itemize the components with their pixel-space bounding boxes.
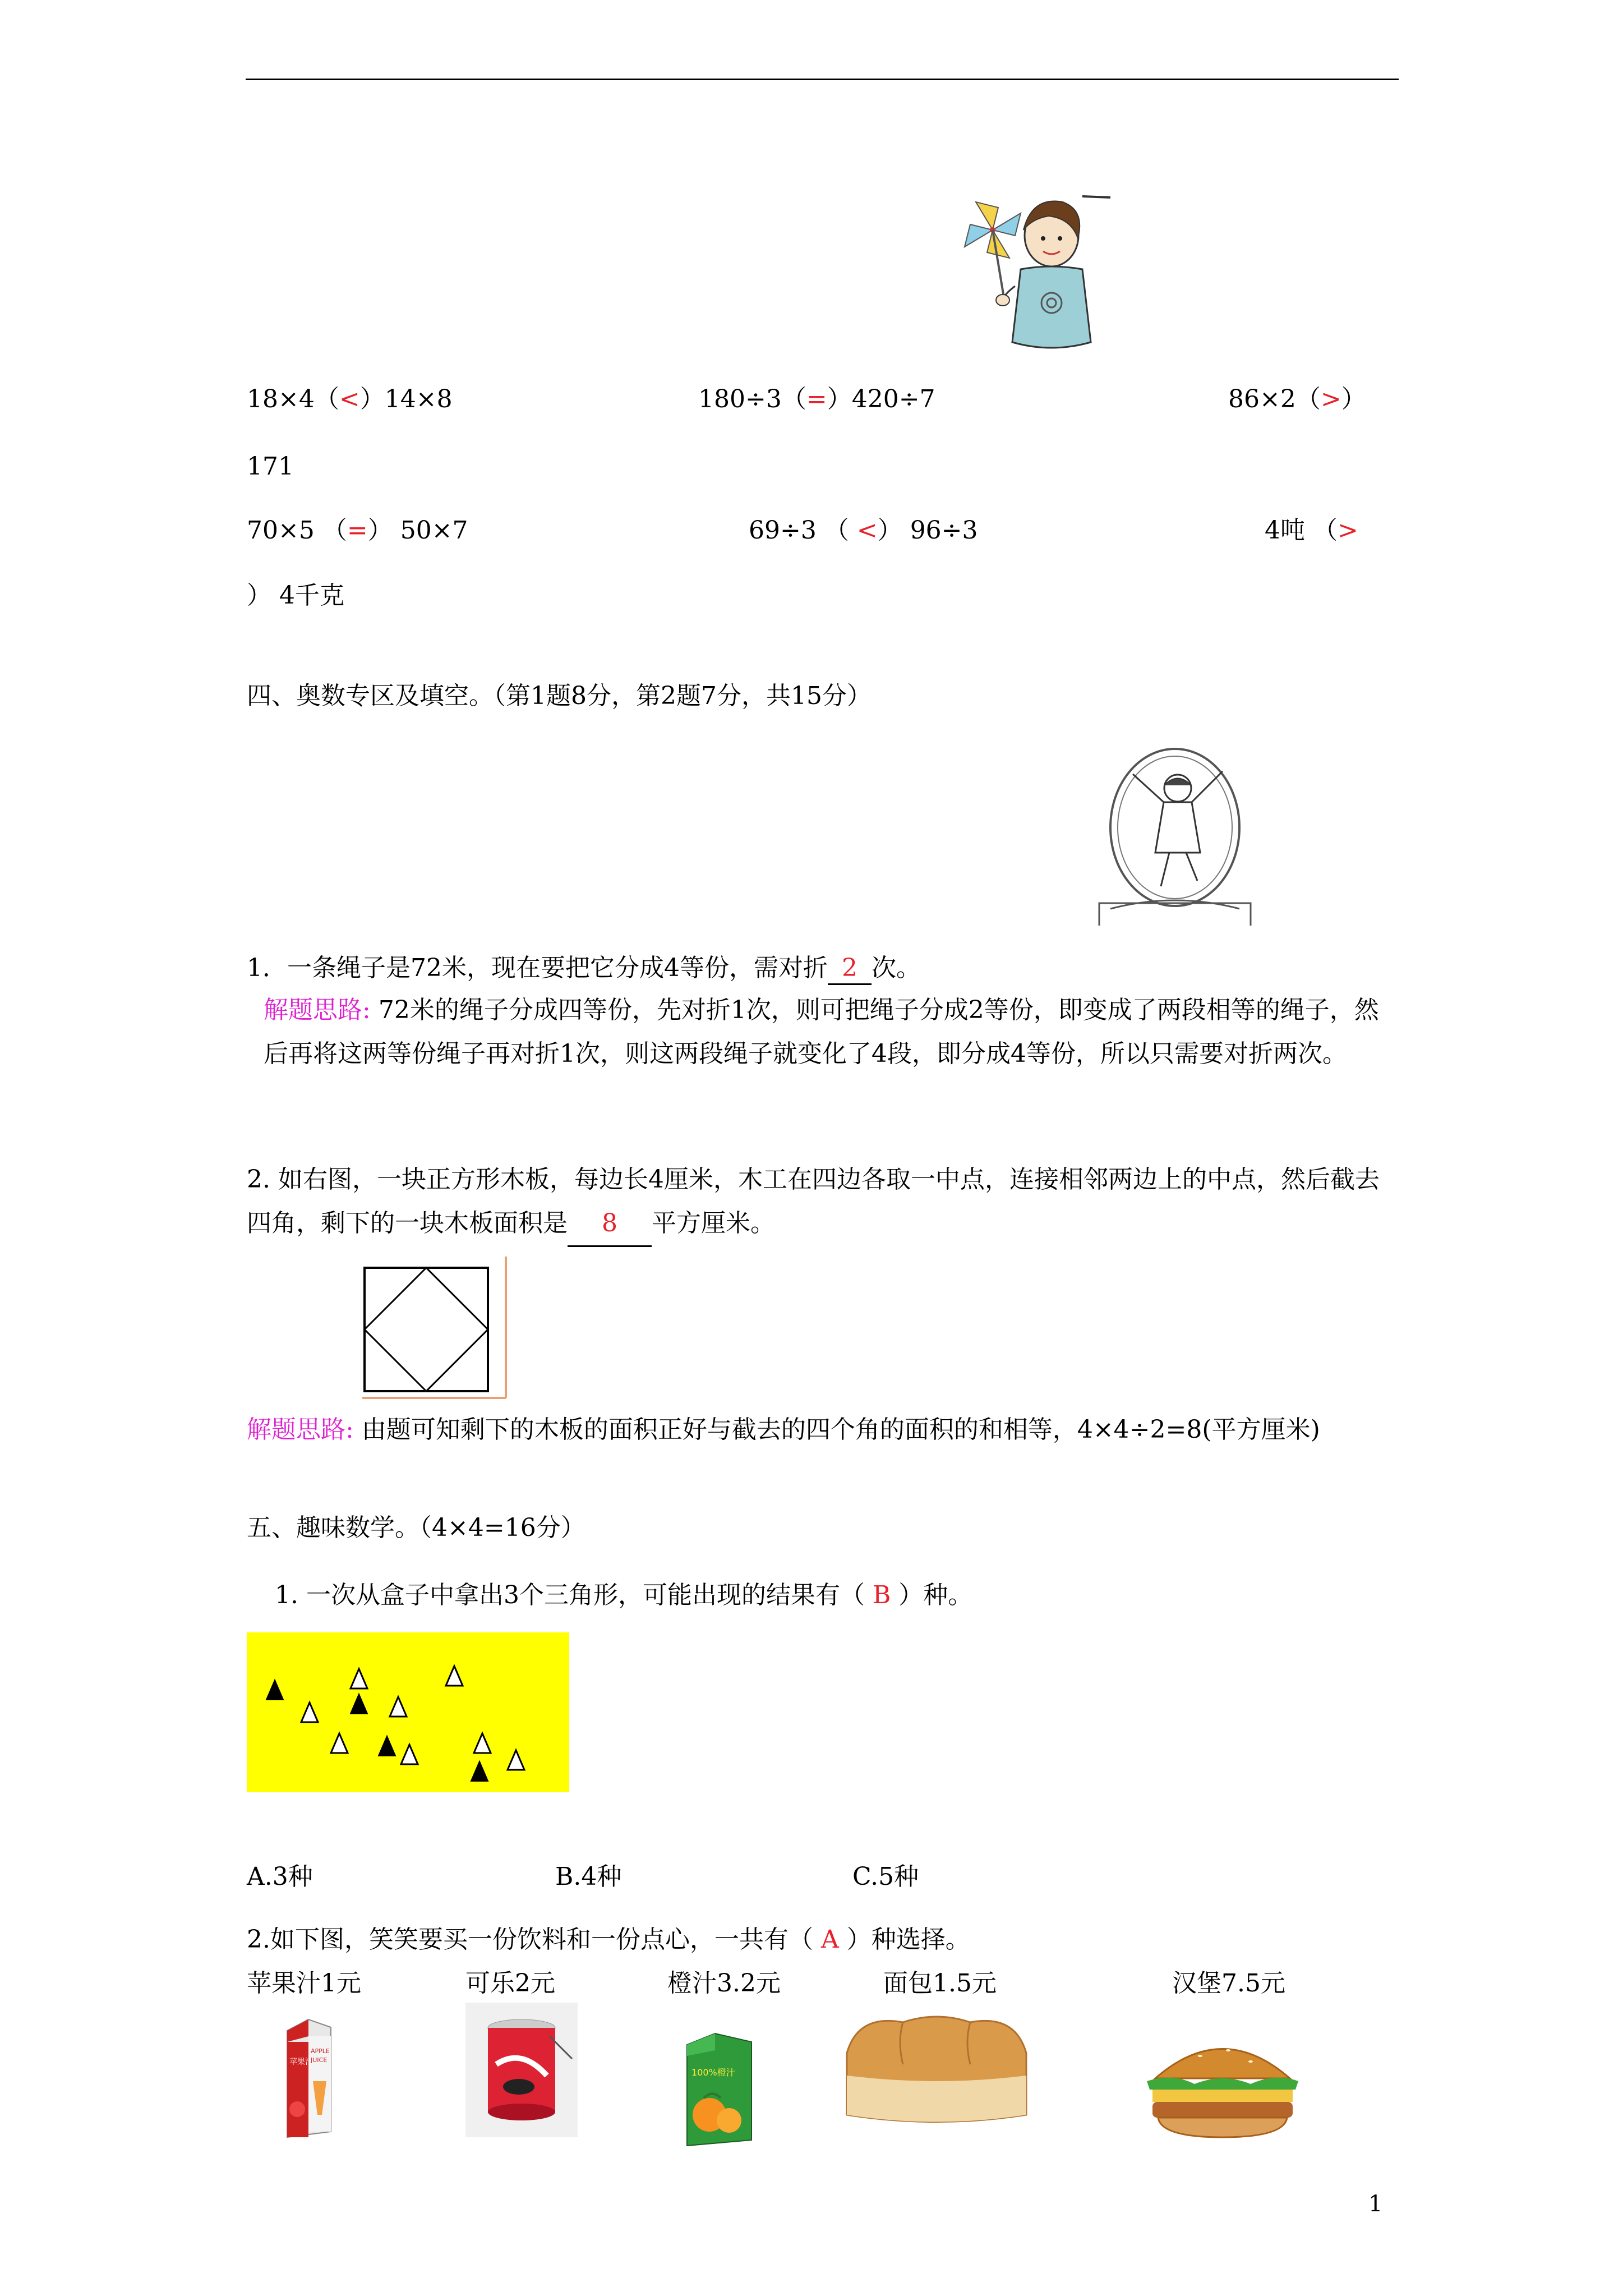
section4-heading: 四、奥数专区及填空。（第1题8分，第2题7分，共15分） — [247, 682, 872, 710]
answer-symbol: < — [856, 516, 878, 545]
s4-q2-question: 2. 如右图，一块正方形木板，每边长4厘米，木工在四边各取一中点，连接相邻两边上的中点，然后截去四角，剩下的一块木板面积是 8 平方厘米。 — [247, 1158, 1402, 1247]
item-bread: 面包1.5元 — [883, 1969, 997, 1998]
compare-1b: 180÷3（=）420÷7 — [698, 385, 935, 413]
header-rule — [246, 79, 1399, 80]
answer-symbol: > — [1320, 385, 1341, 413]
apple-juice-label: 苹果汁 — [289, 2058, 313, 2067]
s5-q1-option-c: C.5种 — [852, 1862, 919, 1891]
item-apple-juice: 苹果汁1元 — [247, 1969, 361, 1998]
section5-heading: 五、趣味数学。（4×4=16分） — [247, 1513, 585, 1542]
s4-q1-hint: 解题思路: 72米的绳子分成四等份，先对折1次，则可把绳子分成2等份，即变成了两段相等的绳子，然后再将这两等份绳子再对折1次，则这两段绳子就变化了4段，即分成4等份，所以只需要对折两次。 — [264, 996, 1379, 1068]
cola-can-image — [465, 2003, 578, 2137]
orange-juice-label: 100%橙汁 — [691, 2067, 735, 2078]
item-burger: 汉堡7.5元 — [1172, 1969, 1285, 1998]
boy-pinwheel-illustration — [953, 185, 1116, 359]
compare-1a: 18×4（<）14×8 — [247, 385, 453, 413]
compare-1c: 86×2（>） — [1228, 385, 1366, 413]
girl-mirror-illustration — [1094, 740, 1256, 931]
apple-juice-box-image — [280, 2014, 336, 2143]
s5-q2-question: 2.如下图，笑笑要买一份饮料和一份点心，一共有（ A ）种选择。 — [247, 1925, 970, 1954]
compare-2c: 4吨 （> — [1265, 516, 1358, 545]
bread-image — [841, 2008, 1032, 2132]
s4-q1-question: 1．一条绳子是72米，现在要把它分成4等份，需对折 2 次。 — [247, 954, 921, 985]
item-cola: 可乐2元 — [465, 1969, 555, 1998]
answer-symbol: > — [1337, 516, 1358, 545]
square-board-diagram — [359, 1257, 510, 1402]
compare-2b: 69÷3 （ <） 96÷3 — [749, 516, 978, 545]
triangles-box — [247, 1632, 569, 1792]
s5-q1-option-b: B.4种 — [555, 1862, 622, 1891]
s5-q2-answer: A — [820, 1925, 839, 1954]
s4-q2-answer: 8 — [568, 1202, 652, 1247]
page-number: 1 — [1368, 2191, 1383, 2217]
s5-q1-option-a: A.3种 — [247, 1862, 313, 1891]
apple-juice-brand: JUICE — [311, 2056, 328, 2064]
orange-juice-box-image — [681, 2025, 757, 2154]
s5-q1-answer: B — [872, 1581, 891, 1609]
apple-juice-brand: APPLE — [311, 2047, 330, 2055]
compare-2c-wrap: ） 4千克 — [247, 581, 344, 610]
compare-1c-wrap: 171 — [247, 452, 294, 481]
answer-symbol: = — [347, 516, 368, 545]
burger-image — [1138, 2025, 1307, 2143]
s5-q1-question: 1. 一次从盒子中拿出3个三角形，可能出现的结果有（ B ）种。 — [275, 1581, 973, 1609]
answer-symbol: < — [339, 385, 360, 413]
item-orange-juice: 橙汁3.2元 — [667, 1969, 781, 1998]
s4-q2-hint: 解题思路: 由题可知剩下的木板的面积正好与截去的四个角的面积的和相等，4×4÷2=8(平方厘米) — [247, 1415, 1320, 1444]
hint-label: 解题思路 — [247, 1415, 345, 1444]
answer-symbol: = — [806, 385, 827, 413]
hint-label: 解题思路 — [264, 996, 362, 1024]
compare-2a: 70×5 （=） 50×7 — [247, 516, 468, 545]
s4-q1-answer: 2 — [828, 954, 872, 985]
